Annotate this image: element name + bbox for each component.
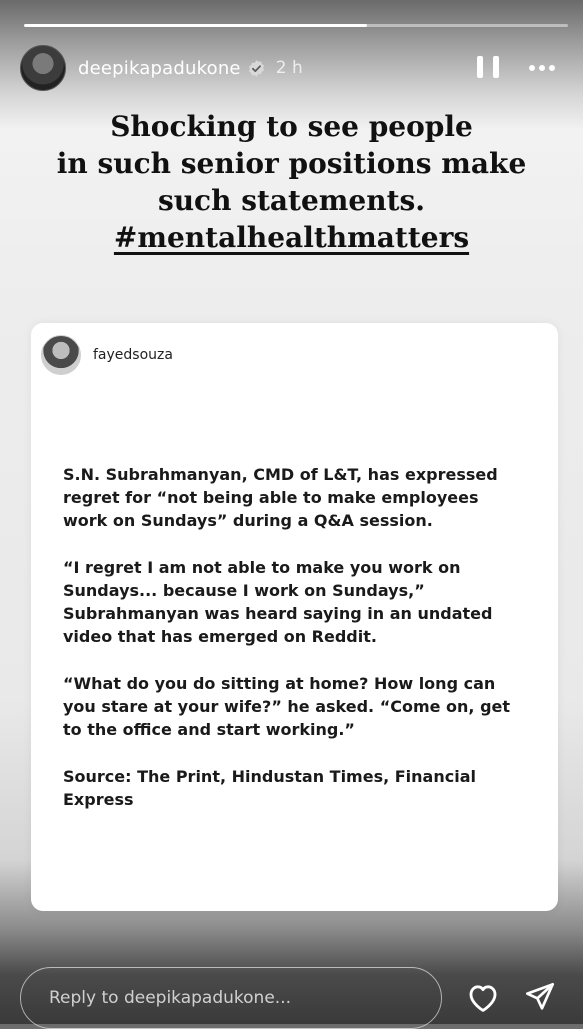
post-source: Source: The Print, Hindustan Times, Financial Express	[63, 767, 476, 809]
shared-post-author[interactable]	[41, 335, 173, 375]
headline-hashtag[interactable]: #mentalhealthmatters	[113, 221, 470, 254]
story-username[interactable]: deepikapadukone	[78, 57, 241, 79]
post-paragraph: S.N. Subrahmanyan, CMD of L&T, has expressed regret for “not being able to make employees work on Sundays” during a Q&A session.	[63, 465, 498, 530]
pause-icon[interactable]	[477, 56, 499, 80]
story-header	[20, 44, 565, 92]
story-progress-bar	[24, 24, 568, 27]
story-headline	[20, 108, 563, 256]
shared-post-username[interactable]: fayedsouza	[93, 347, 173, 363]
headline-line-2: in such senior positions make	[56, 147, 527, 180]
shared-post-body	[63, 463, 543, 835]
shared-post-avatar[interactable]	[41, 335, 81, 375]
send-icon[interactable]	[524, 981, 556, 1013]
post-paragraph: “I regret I am not able to make you work on Sundays... because I work on Sundays,” Subrahmanyan was heard saying in an undated video that has emerged on Reddit.	[63, 558, 493, 646]
post-paragraph: “What do you do sitting at home? How long can you stare at your wife?” he asked. “Come on, get to the office and start working.”	[63, 674, 511, 739]
story-timestamp: 2 h	[275, 58, 303, 78]
more-dots-icon[interactable]	[529, 65, 555, 71]
verified-badge-icon	[247, 59, 266, 78]
headline-line-1: Shocking to see people	[110, 110, 473, 143]
reply-input[interactable]	[20, 967, 442, 1029]
headline-line-3: such statements.	[157, 184, 426, 217]
story-progress-fill	[24, 24, 367, 27]
shared-post-card[interactable]	[31, 323, 558, 911]
profile-avatar[interactable]	[20, 45, 66, 91]
heart-icon[interactable]	[466, 981, 500, 1013]
